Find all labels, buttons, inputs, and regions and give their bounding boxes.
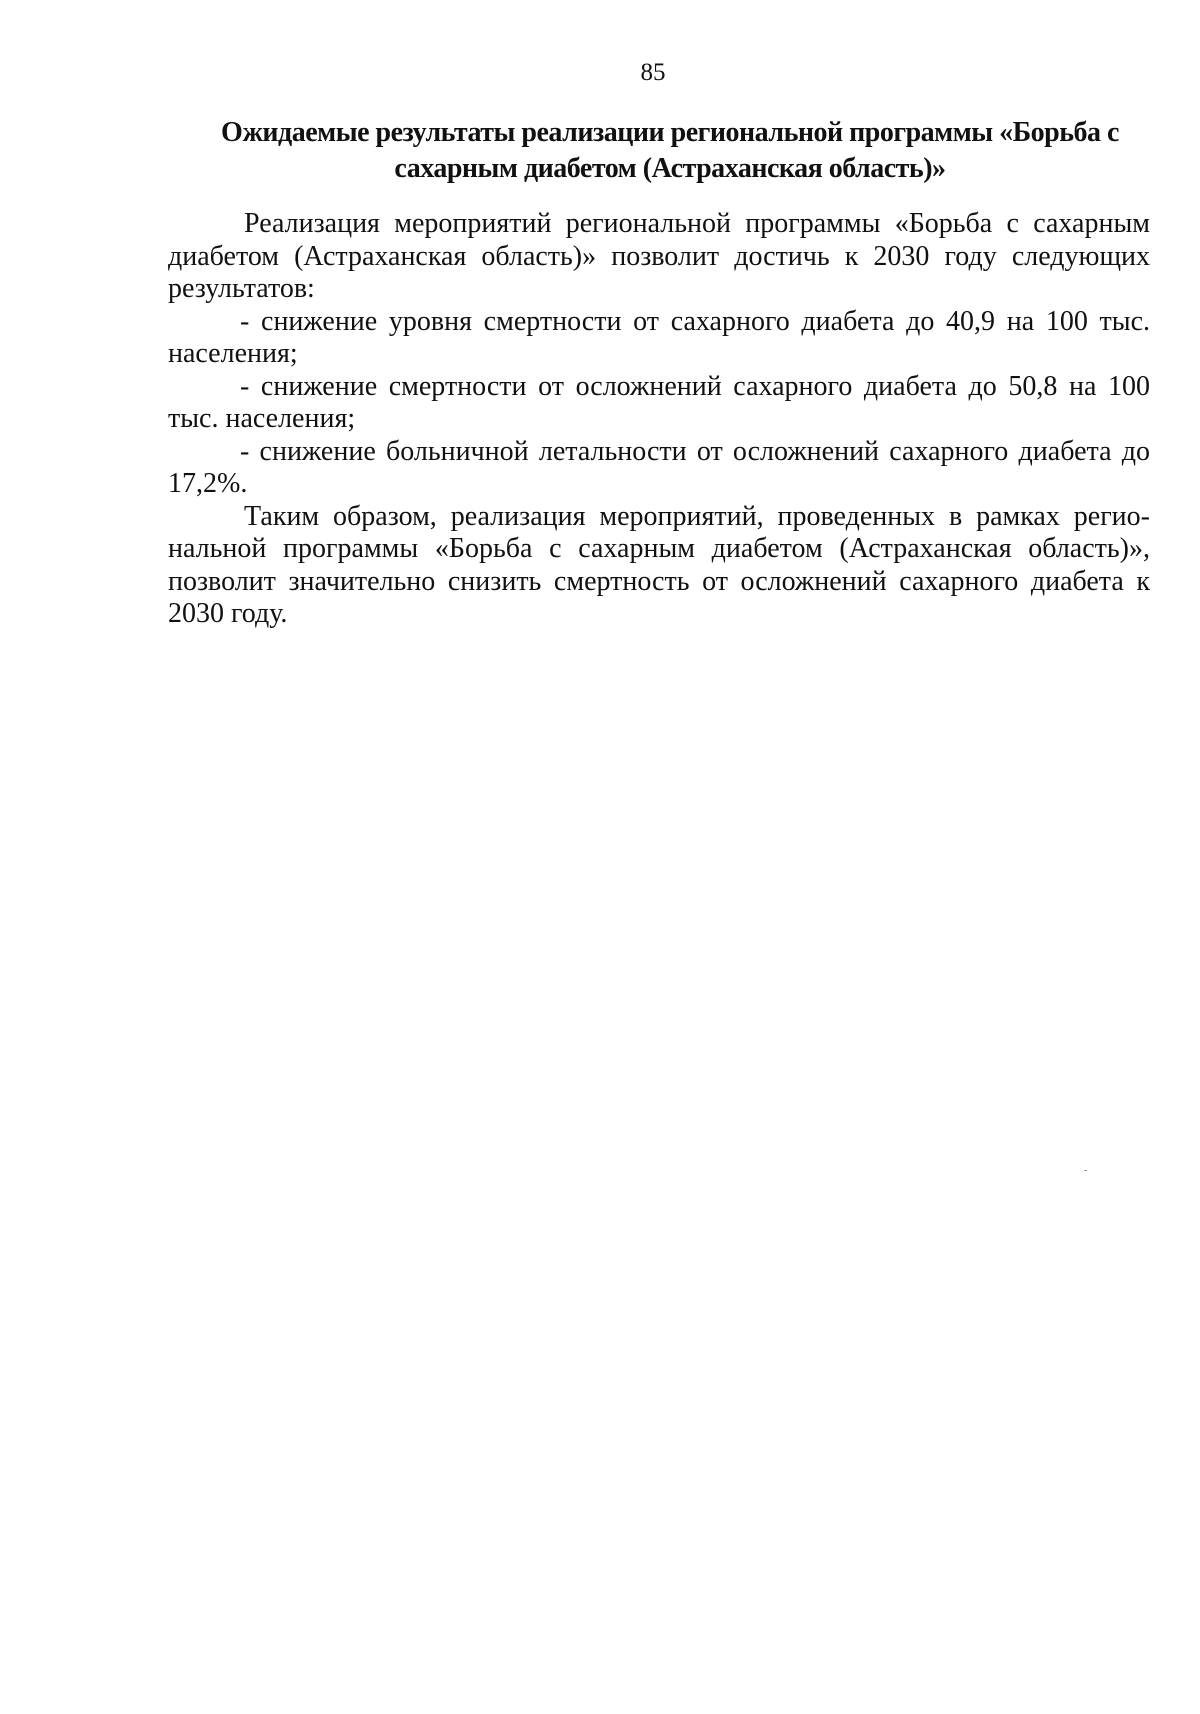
section-title-line-2: сахарным диабетом (Астраханская область)»	[394, 153, 946, 184]
conclusion-paragraph: Таким образом, реализация мероприятий, проведенных в рамках региональной программы «Борьба с сахарным диабетом (Астраханская область)», позволит значительно снизить смертность от осложнений сахарного диабета к 2030 году.	[168, 500, 1150, 629]
section-title	[170, 115, 1170, 187]
scan-artifact	[1084, 1170, 1087, 1171]
section-title-line-1: Ожидаемые результаты реализации региональной программы «Борьба с	[221, 117, 1119, 148]
page-number: 85	[640, 59, 666, 86]
result-item-hospital-lethality: - снижение больничной летальности от осложнений сахарного диабета до 17,2%.	[168, 435, 1150, 499]
result-item-mortality: - снижение уровня смертности от сахарного диабета до 40,9 на 100 тыс. населения;	[168, 305, 1150, 369]
intro-paragraph: Реализация мероприятий региональной программы «Борьба с сахарным диабетом (Астраханская область)» позволит достичь к 2030 году следующих результатов:	[168, 208, 1150, 304]
document-body	[168, 208, 1150, 631]
result-item-complications-mortality: - снижение смертности от осложнений сахарного диабета до 50,8 на 100 тыс. населения;	[168, 370, 1150, 434]
